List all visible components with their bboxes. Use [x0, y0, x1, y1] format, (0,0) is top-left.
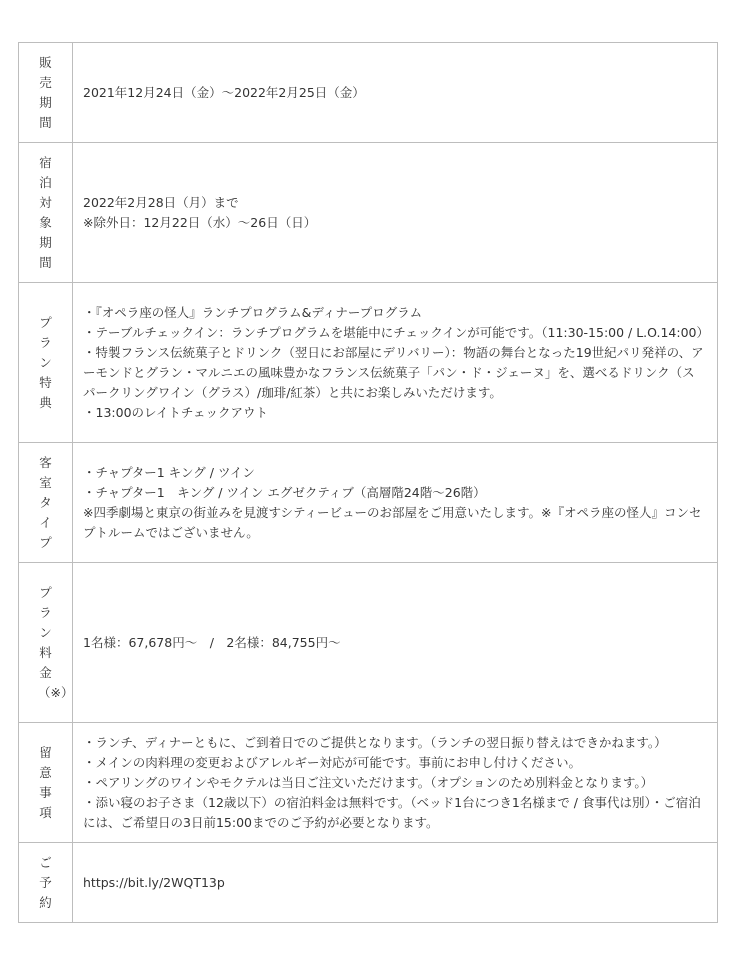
- value-line: ・チャプター1 キング / ツイン エグゼクティブ（高層階24階～26階）: [83, 484, 486, 500]
- row-value: [73, 143, 718, 283]
- row-label: [19, 723, 73, 843]
- value-line: ・添い寝のお子さま（12歳以下）の宿泊料金は無料です。（ベッド1台につき1名様まで / 食事代は別）・ご宿泊には、ご希望日の3日前15:00までのご予約が必要となります。: [83, 794, 701, 830]
- row-label: [19, 443, 73, 563]
- table-row-room-type: [19, 443, 718, 563]
- row-value: [73, 443, 718, 563]
- row-label: [19, 283, 73, 443]
- row-value: [73, 843, 718, 923]
- row-label-text: 宿泊対象期間: [39, 154, 52, 270]
- value-line: ・メインの肉料理の変更およびアレルギー対応が可能です。事前にお申し付けください。: [83, 754, 581, 770]
- row-value: [73, 723, 718, 843]
- table-row-reservation: [19, 843, 718, 923]
- row-label: [19, 143, 73, 283]
- value-line: ・ランチ、ディナーともに、ご到着日でのご提供となります。（ランチの翌日振り替えはできかねます。）: [83, 734, 667, 750]
- value-line: 1名様：67,678円～ / 2名様：84,755円～: [83, 634, 341, 650]
- value-line: 2022年2月28日（月）まで: [83, 194, 239, 210]
- table-row-plan-benefits: [19, 283, 718, 443]
- value-line: ・『オペラ座の怪人』ランチプログラム&ディナープログラム: [83, 304, 423, 320]
- reservation-link-text: https://bit.ly/2WQT13p: [83, 874, 225, 890]
- table-row-notes: [19, 723, 718, 843]
- row-value: [73, 563, 718, 723]
- value-line: ※除外日：12月22日（水）～26日（日）: [83, 214, 317, 230]
- value-line: ・ペアリングのワインやモクテルは当日ご注文いただけます。（オプションのため別料金となります。）: [83, 774, 654, 790]
- value-line: ・チャプター1 キング / ツイン: [83, 464, 255, 480]
- table-row-sales-period: [19, 43, 718, 143]
- table-row-stay-period: [19, 143, 718, 283]
- plan-info-table: [18, 42, 718, 923]
- row-value: [73, 283, 718, 443]
- row-label-text: 販売期間: [39, 54, 52, 130]
- table-row-plan-price: [19, 563, 718, 723]
- row-label: [19, 843, 73, 923]
- value-line: ・テーブルチェックイン：ランチプログラムを堪能中にチェックインが可能です。（11:30-15:00 / L.O.14:00）: [83, 324, 709, 340]
- value-line: ※四季劇場と東京の街並みを見渡すシティービューのお部屋をご用意いたします。※『オペラ座の怪人』コンセプトルームではございません。: [83, 504, 702, 540]
- value-line: ・特製フランス伝統菓子とドリンク（翌日にお部屋にデリバリー）：物語の舞台となった19世紀パリ発祥の、アーモンドとグラン・マルニエの風味豊かなフランス伝統菓子「パン・ド・ジェーヌ」を、選べるドリンク（スパークリングワイン（グラス）/珈琲/紅茶）と共にお楽しみいただけます。: [83, 344, 704, 400]
- row-label-text: 客室タイプ: [39, 454, 52, 550]
- row-label-text: プラン料金（※）: [38, 584, 74, 700]
- row-label: [19, 43, 73, 143]
- row-label-text: 留意事項: [39, 744, 52, 820]
- value-line: ・13:00のレイトチェックアウト: [83, 404, 269, 420]
- row-label-text: ご予約: [39, 854, 52, 910]
- row-value: [73, 43, 718, 143]
- row-label-text: プラン特典: [39, 314, 52, 410]
- value-line: 2021年12月24日（金）～2022年2月25日（金）: [83, 84, 365, 100]
- row-label: [19, 563, 73, 723]
